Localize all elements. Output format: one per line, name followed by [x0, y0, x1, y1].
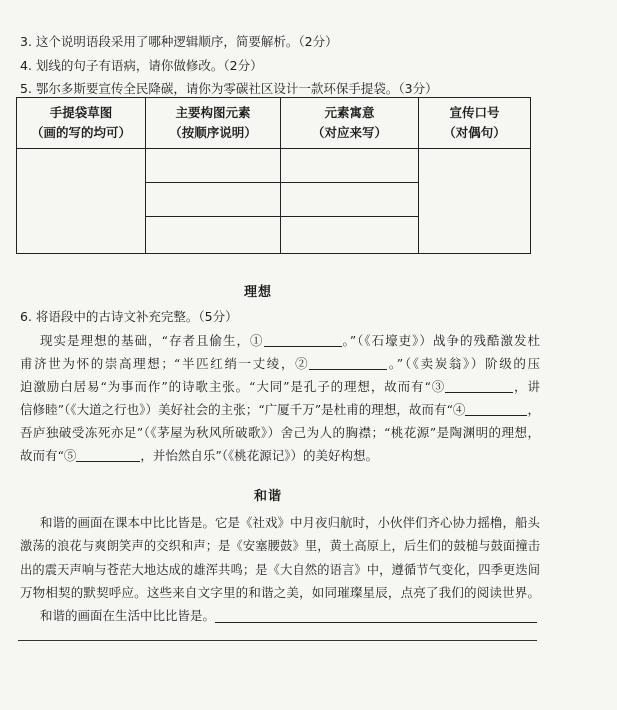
question-5: 5. 鄂尔多斯要宣传全民降碳，请你为零碳社区设计一款环保手提袋。（3分）: [20, 81, 438, 96]
col-header-meaning: [281, 98, 419, 149]
line-text: ，并怡然自乐”（《桃花源记》）的美好构想。: [140, 448, 379, 463]
ideal-line: [20, 378, 540, 396]
harmony-line: 万物相契的默契呼应。这些来自文字里的和谐之美，如同璀璨星辰，点亮了我们的阅读世界。: [20, 585, 540, 600]
line-text: ，: [527, 402, 540, 417]
col-title: 手提袋草图: [49, 105, 113, 120]
line-text: ，讲: [513, 379, 540, 394]
blank-number: ⑤: [63, 448, 77, 463]
ideal-line: [20, 355, 540, 373]
line-text: 。”（《卖炭翁》）阶级的压: [387, 356, 540, 371]
blank-number: ④: [452, 402, 466, 417]
line-text: 吾庐独破受冻死亦足”（《茅屋为秋风所破歌》）舍己为人的胸襟；“桃花源”是陶渊明的理想，: [20, 425, 540, 440]
col-header-sketch: [17, 98, 146, 149]
question-3: 3. 这个说明语段采用了哪种逻辑顺序，简要解析。（2分）: [20, 34, 338, 49]
col-header-slogan: [419, 98, 531, 149]
meaning-answer-cell[interactable]: [281, 217, 419, 254]
blank-number: ③: [430, 379, 446, 394]
element-answer-cell[interactable]: [146, 183, 281, 217]
col-header-elements: [146, 98, 281, 149]
col-note: （画的写的均可）: [30, 125, 131, 140]
sketch-answer-cell[interactable]: [17, 149, 146, 254]
ideal-line: [20, 424, 540, 442]
meaning-answer-cell[interactable]: [281, 183, 419, 217]
col-title: 主要构图元素: [175, 105, 251, 120]
line-text: 。”（《石壕吏》）战争的残酷激发杜: [341, 333, 540, 348]
section-heading-harmony: 和谐: [253, 489, 282, 504]
blank-number: ①: [249, 333, 264, 348]
ideal-line: [20, 447, 540, 465]
harmony-answer-line-2[interactable]: [18, 640, 537, 641]
line-text: 故而有“: [20, 448, 64, 463]
element-answer-cell[interactable]: [146, 149, 281, 183]
col-note: （对应来写）: [311, 125, 387, 140]
col-note: （对偶句）: [443, 125, 506, 140]
section-heading-ideal: 理想: [243, 285, 272, 300]
question-6: 6. 将语段中的古诗文补充完整。（5分）: [20, 309, 238, 324]
fill-blank-3[interactable]: [445, 380, 513, 393]
col-note: （按顺序说明）: [169, 125, 257, 140]
bag-design-table: [16, 97, 531, 254]
blank-number: ②: [295, 356, 310, 371]
col-title: 元素寓意: [324, 105, 375, 120]
fill-blank-1[interactable]: [264, 334, 342, 347]
harmony-answer-line[interactable]: [215, 609, 537, 623]
line-text: 甫济世为怀的崇高理想；“半匹红绡一丈绫，: [20, 356, 296, 371]
harmony-prompt: 和谐的画面在生活中比比皆是。: [40, 608, 216, 623]
ideal-line: [40, 332, 540, 350]
meaning-answer-cell[interactable]: [281, 149, 419, 183]
line-text: 迫激励白居易“为事而作”的诗歌主张。“大同”是孔子的理想，故而有“: [20, 379, 431, 394]
harmony-line: 和谐的画面在课本中比比皆是。它是《社戏》中月夜归航时，小伙伴们齐心协力摇橹，船头: [40, 515, 541, 530]
question-4: 4. 划线的句子有语病，请你做修改。（2分）: [20, 58, 263, 73]
harmony-line: 出的震天声响与苍茫大地达成的雄浑共鸣；是《大自然的语言》中，遵循节气变化，四季更迭间: [20, 563, 540, 577]
slogan-answer-cell[interactable]: [419, 149, 531, 254]
harmony-line: 激荡的浪花与爽朗笑声的交织和声；是《安塞腰鼓》里，黄土高原上，后生们的鼓槌与鼓面撞击: [20, 539, 540, 553]
fill-blank-5[interactable]: [76, 449, 140, 462]
element-answer-cell[interactable]: [146, 217, 281, 254]
harmony-prompt-row: [40, 607, 537, 625]
col-title: 宣传口号: [449, 105, 500, 120]
fill-blank-4[interactable]: [465, 403, 527, 416]
line-text: 信修睦”（《大道之行也》）美好社会的主张；“广厦千万”是杜甫的理想，故而有“: [20, 402, 453, 417]
ideal-line: [20, 401, 540, 419]
fill-blank-2[interactable]: [309, 357, 387, 370]
line-text: 现实是理想的基础，“存者且偷生，: [40, 333, 250, 348]
